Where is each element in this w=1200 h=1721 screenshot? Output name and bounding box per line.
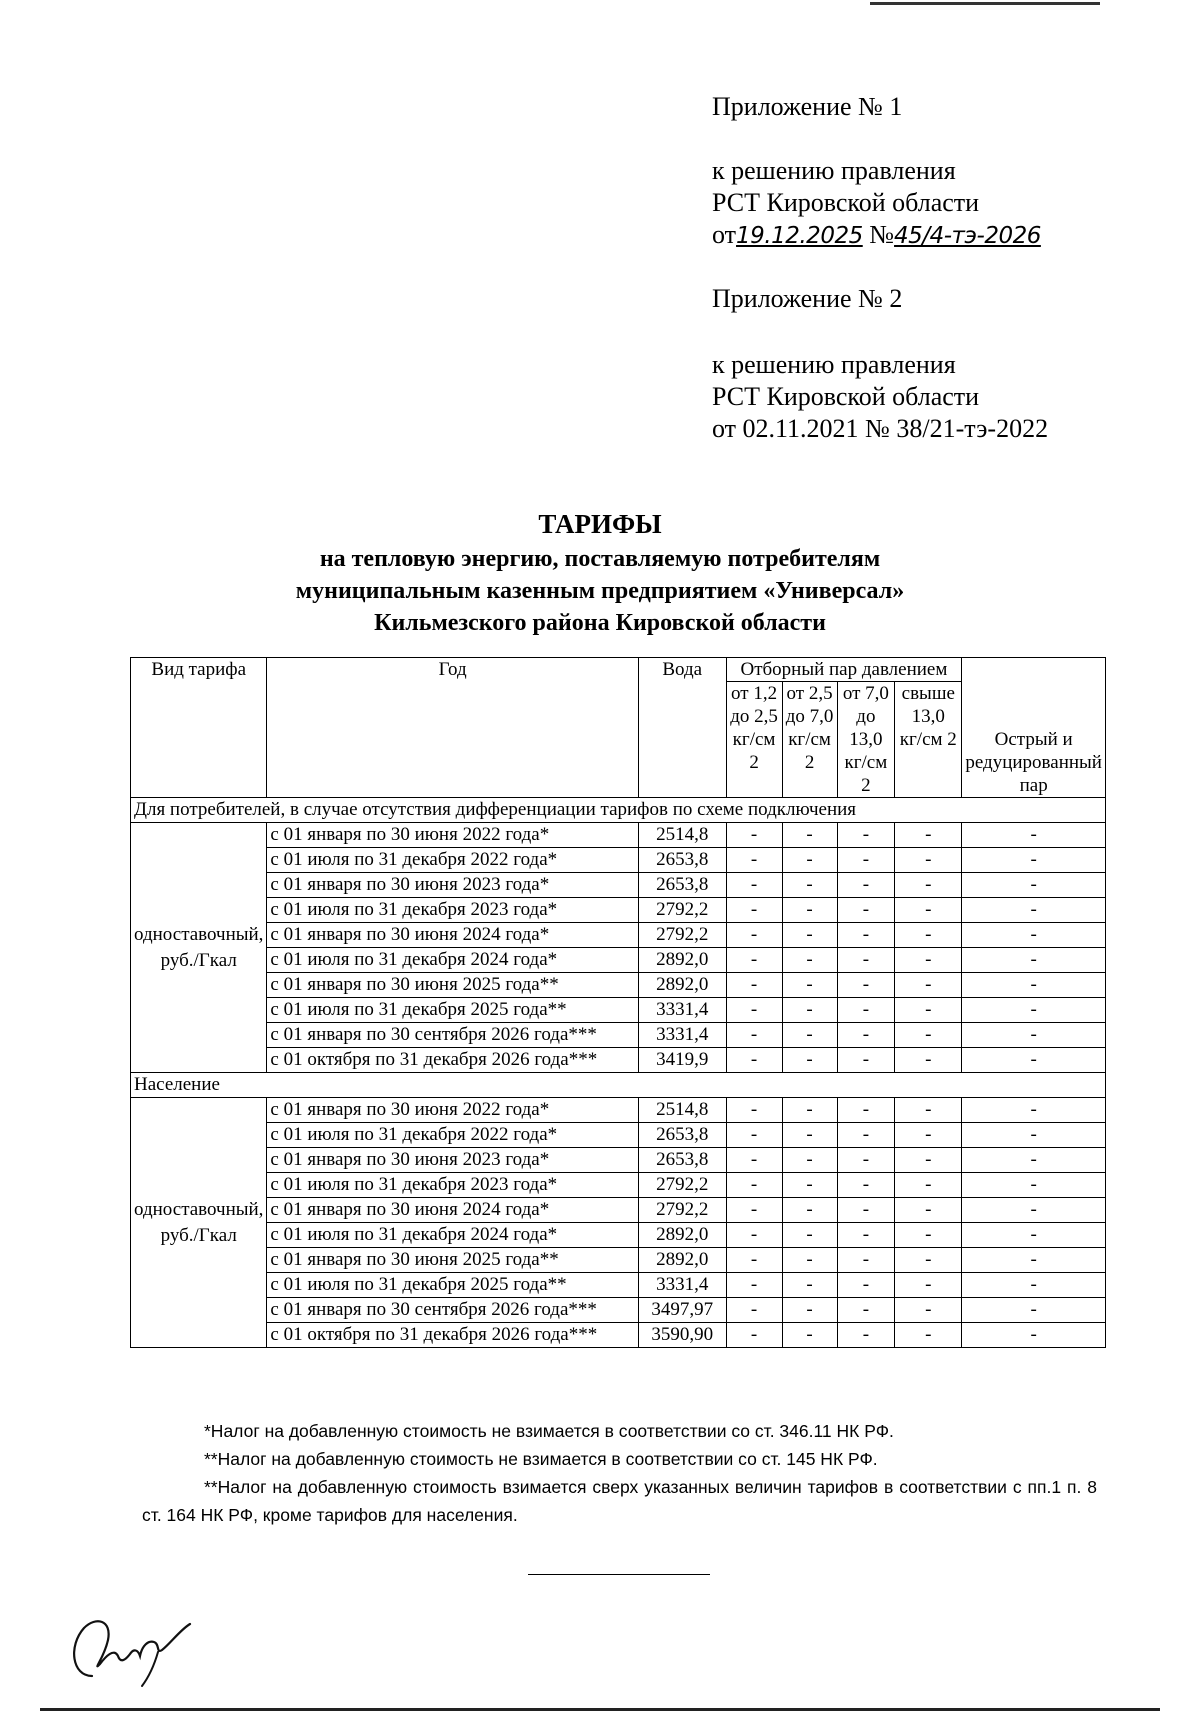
steam-col3-cell: - <box>837 1023 895 1048</box>
steam-col3-cell: - <box>837 998 895 1023</box>
steam-col1-cell: - <box>726 1098 782 1123</box>
steam-col1-cell: - <box>726 1323 782 1348</box>
steam-col4-cell: - <box>895 1173 962 1198</box>
tariff-table <box>130 657 1106 1348</box>
appendix2-title: Приложение № 2 <box>712 284 903 313</box>
table-row <box>131 873 1106 898</box>
footnote-2: **Налог на добавленную стоимость не взимается в соответствии со ст. 145 НК РФ. <box>204 1449 878 1469</box>
appendix1-title: Приложение № 1 <box>712 92 903 121</box>
sharp-steam-cell: - <box>962 1223 1106 1248</box>
appendix2-line3: от 02.11.2021 № 38/21-тэ-2022 <box>712 414 1049 443</box>
steam-col1-cell: - <box>726 998 782 1023</box>
period-cell: с 01 июля по 31 декабря 2025 года** <box>267 1273 638 1298</box>
document-title <box>120 507 1080 639</box>
steam-col1-cell: - <box>726 948 782 973</box>
water-cell: 2892,0 <box>638 1248 726 1273</box>
period-cell: с 01 января по 30 июня 2023 года* <box>267 1148 638 1173</box>
steam-col4-cell: - <box>895 1298 962 1323</box>
steam-col3-cell: - <box>837 823 895 848</box>
period-cell: с 01 января по 30 июня 2025 года** <box>267 973 638 998</box>
period-cell: с 01 января по 30 сентября 2026 года*** <box>267 1298 638 1323</box>
sharp-steam-cell: - <box>962 1048 1106 1073</box>
steam-col4-cell: - <box>895 998 962 1023</box>
bottom-edge-line <box>40 1708 1160 1714</box>
title-main: ТАРИФЫ <box>538 509 662 539</box>
water-cell: 2514,8 <box>638 823 726 848</box>
table-row <box>131 948 1106 973</box>
steam-col2-cell: - <box>782 1148 837 1173</box>
appendix1-date: 19.12.2025 <box>736 223 863 249</box>
water-cell: 3331,4 <box>638 1023 726 1048</box>
steam-col4-cell: - <box>895 823 962 848</box>
steam-col4-cell: - <box>895 848 962 873</box>
water-cell: 3419,9 <box>638 1048 726 1073</box>
appendix2-block <box>712 349 1048 445</box>
steam-col3-cell: - <box>837 1123 895 1148</box>
table-row <box>131 973 1106 998</box>
sharp-steam-cell: - <box>962 1173 1106 1198</box>
sharp-steam-cell: - <box>962 1323 1106 1348</box>
steam-col1-cell: - <box>726 1123 782 1148</box>
sharp-steam-cell: - <box>962 1123 1106 1148</box>
table-row <box>131 1323 1106 1348</box>
water-cell: 2792,2 <box>638 923 726 948</box>
period-cell: с 01 июля по 31 декабря 2024 года* <box>267 1223 638 1248</box>
sharp-steam-cell: - <box>962 848 1106 873</box>
appendix1-line2: РСТ Кировской области <box>712 188 980 217</box>
steam-col3-cell: - <box>837 1323 895 1348</box>
steam-col2-cell: - <box>782 848 837 873</box>
steam-col1-cell: - <box>726 823 782 848</box>
header-steam-col3: от 7,0 до 13,0 кг/см 2 <box>837 682 895 798</box>
water-cell: 2892,0 <box>638 973 726 998</box>
period-cell: с 01 января по 30 июня 2024 года* <box>267 1198 638 1223</box>
tariff-type-cell: одноставочный, руб./Гкал <box>131 1098 267 1348</box>
steam-col4-cell: - <box>895 1323 962 1348</box>
header-sharp-steam: Острый и редуцированный пар <box>962 658 1106 798</box>
period-cell: с 01 июля по 31 декабря 2025 года** <box>267 998 638 1023</box>
sharp-steam-cell: - <box>962 923 1106 948</box>
header-steam-col2: от 2,5 до 7,0 кг/см 2 <box>782 682 837 798</box>
steam-col3-cell: - <box>837 923 895 948</box>
steam-col4-cell: - <box>895 873 962 898</box>
water-cell: 2792,2 <box>638 1173 726 1198</box>
table-row <box>131 898 1106 923</box>
table-row <box>131 1198 1106 1223</box>
steam-col3-cell: - <box>837 848 895 873</box>
period-cell: с 01 января по 30 июня 2022 года* <box>267 1098 638 1123</box>
period-cell: с 01 июля по 31 декабря 2022 года* <box>267 1123 638 1148</box>
steam-col4-cell: - <box>895 1198 962 1223</box>
appendix2-line2: РСТ Кировской области <box>712 382 980 411</box>
sharp-steam-cell: - <box>962 1298 1106 1323</box>
sharp-steam-cell: - <box>962 1248 1106 1273</box>
steam-col2-cell: - <box>782 973 837 998</box>
header-steam-group: Отборный пар давлением <box>726 658 962 682</box>
water-cell: 2514,8 <box>638 1098 726 1123</box>
appendix1-block <box>712 155 1041 252</box>
sharp-steam-cell: - <box>962 898 1106 923</box>
steam-col3-cell: - <box>837 1223 895 1248</box>
steam-col3-cell: - <box>837 1273 895 1298</box>
sharp-steam-cell: - <box>962 1198 1106 1223</box>
sharp-steam-cell: - <box>962 823 1106 848</box>
steam-col4-cell: - <box>895 1048 962 1073</box>
steam-col3-cell: - <box>837 1198 895 1223</box>
steam-col4-cell: - <box>895 1273 962 1298</box>
steam-col3-cell: - <box>837 1173 895 1198</box>
water-cell: 2653,8 <box>638 1148 726 1173</box>
water-cell: 3331,4 <box>638 1273 726 1298</box>
table-row <box>131 848 1106 873</box>
title-line3: Кильмезского района Кировской области <box>374 610 826 636</box>
steam-col2-cell: - <box>782 1048 837 1073</box>
steam-col2-cell: - <box>782 1173 837 1198</box>
steam-col2-cell: - <box>782 1198 837 1223</box>
appendix1-date-line <box>712 219 1041 252</box>
steam-col4-cell: - <box>895 1123 962 1148</box>
steam-col1-cell: - <box>726 1298 782 1323</box>
table-row <box>131 1223 1106 1248</box>
header-year: Год <box>267 658 638 798</box>
appendix1-number-prefix: № <box>869 220 895 249</box>
period-cell: с 01 октября по 31 декабря 2026 года*** <box>267 1323 638 1348</box>
divider-line <box>528 1574 710 1576</box>
sharp-steam-cell: - <box>962 973 1106 998</box>
table-row <box>131 1123 1106 1148</box>
steam-col4-cell: - <box>895 1098 962 1123</box>
steam-col2-cell: - <box>782 1023 837 1048</box>
steam-col3-cell: - <box>837 948 895 973</box>
table-row <box>131 1023 1106 1048</box>
steam-col2-cell: - <box>782 1323 837 1348</box>
water-cell: 2792,2 <box>638 1198 726 1223</box>
table-row <box>131 923 1106 948</box>
section-title: Население <box>131 1073 1106 1098</box>
steam-col2-cell: - <box>782 923 837 948</box>
water-cell: 2792,2 <box>638 898 726 923</box>
header-steam-col4: свыше 13,0 кг/см 2 <box>895 682 962 798</box>
steam-col4-cell: - <box>895 1223 962 1248</box>
period-cell: с 01 января по 30 июня 2025 года** <box>267 1248 638 1273</box>
signature <box>62 1606 202 1688</box>
water-cell: 2653,8 <box>638 1123 726 1148</box>
appendix1-number: 45/4-тэ-2026 <box>894 223 1041 249</box>
steam-col1-cell: - <box>726 973 782 998</box>
steam-col4-cell: - <box>895 898 962 923</box>
steam-col3-cell: - <box>837 973 895 998</box>
steam-col1-cell: - <box>726 898 782 923</box>
steam-col1-cell: - <box>726 1048 782 1073</box>
period-cell: с 01 января по 30 июня 2024 года* <box>267 923 638 948</box>
steam-col2-cell: - <box>782 1298 837 1323</box>
sharp-steam-cell: - <box>962 948 1106 973</box>
water-cell: 2892,0 <box>638 1223 726 1248</box>
footnote-1: *Налог на добавленную стоимость не взимается в соответствии со ст. 346.11 НК РФ. <box>204 1421 894 1441</box>
steam-col2-cell: - <box>782 1273 837 1298</box>
period-cell: с 01 июля по 31 декабря 2024 года* <box>267 948 638 973</box>
steam-col4-cell: - <box>895 973 962 998</box>
title-line1: на тепловую энергию, поставляемую потребителям <box>319 546 881 572</box>
steam-col4-cell: - <box>895 923 962 948</box>
table-body <box>131 798 1106 1348</box>
appendix2-line1: к решению правления <box>712 350 956 379</box>
steam-col3-cell: - <box>837 873 895 898</box>
title-line2: муниципальным казенным предприятием «Универсал» <box>295 578 905 604</box>
period-cell: с 01 июля по 31 декабря 2022 года* <box>267 848 638 873</box>
steam-col1-cell: - <box>726 1023 782 1048</box>
header-type: Вид тарифа <box>131 658 267 798</box>
steam-col1-cell: - <box>726 848 782 873</box>
steam-col2-cell: - <box>782 998 837 1023</box>
table-row <box>131 823 1106 848</box>
water-cell: 2653,8 <box>638 848 726 873</box>
period-cell: с 01 января по 30 июня 2023 года* <box>267 873 638 898</box>
steam-col1-cell: - <box>726 1248 782 1273</box>
steam-col4-cell: - <box>895 1248 962 1273</box>
sharp-steam-cell: - <box>962 1023 1106 1048</box>
water-cell: 3331,4 <box>638 998 726 1023</box>
steam-col3-cell: - <box>837 1248 895 1273</box>
appendix1-line1: к решению правления <box>712 156 956 185</box>
steam-col4-cell: - <box>895 948 962 973</box>
water-cell: 3497,97 <box>638 1298 726 1323</box>
period-cell: с 01 января по 30 июня 2022 года* <box>267 823 638 848</box>
sharp-steam-cell: - <box>962 1098 1106 1123</box>
steam-col4-cell: - <box>895 1023 962 1048</box>
sharp-steam-cell: - <box>962 1273 1106 1298</box>
steam-col2-cell: - <box>782 1223 837 1248</box>
steam-col4-cell: - <box>895 1148 962 1173</box>
steam-col3-cell: - <box>837 1048 895 1073</box>
period-cell: с 01 января по 30 сентября 2026 года*** <box>267 1023 638 1048</box>
sharp-steam-cell: - <box>962 998 1106 1023</box>
footnote-3: **Налог на добавленную стоимость взимается сверх указанных величин тарифов в соответствии с пп.1 п. 8 ст. 164 НК РФ, кроме тарифов для населения. <box>142 1477 1097 1525</box>
steam-col1-cell: - <box>726 1223 782 1248</box>
tariff-type-cell: одноставочный, руб./Гкал <box>131 823 267 1073</box>
water-cell: 2892,0 <box>638 948 726 973</box>
sharp-steam-cell: - <box>962 873 1106 898</box>
steam-col2-cell: - <box>782 823 837 848</box>
sharp-steam-cell: - <box>962 1148 1106 1173</box>
steam-col2-cell: - <box>782 1248 837 1273</box>
table-row <box>131 1048 1106 1073</box>
footnotes <box>142 1417 1097 1529</box>
header-water: Вода <box>638 658 726 798</box>
table-row <box>131 1098 1106 1123</box>
steam-col1-cell: - <box>726 1273 782 1298</box>
steam-col3-cell: - <box>837 1298 895 1323</box>
steam-col2-cell: - <box>782 1098 837 1123</box>
steam-col2-cell: - <box>782 948 837 973</box>
period-cell: с 01 октября по 31 декабря 2026 года*** <box>267 1048 638 1073</box>
section-header-row <box>131 798 1106 823</box>
section-title: Для потребителей, в случае отсутствия дифференциации тарифов по схеме подключения <box>131 798 1106 823</box>
table-row <box>131 998 1106 1023</box>
top-edge-line <box>870 2 1100 9</box>
steam-col1-cell: - <box>726 873 782 898</box>
period-cell: с 01 июля по 31 декабря 2023 года* <box>267 898 638 923</box>
table-row <box>131 1273 1106 1298</box>
water-cell: 3590,90 <box>638 1323 726 1348</box>
steam-col1-cell: - <box>726 1198 782 1223</box>
steam-col2-cell: - <box>782 1123 837 1148</box>
steam-col2-cell: - <box>782 898 837 923</box>
steam-col3-cell: - <box>837 898 895 923</box>
appendix1-date-prefix: от <box>712 220 737 249</box>
steam-col3-cell: - <box>837 1098 895 1123</box>
header-steam-col1: от 1,2 до 2,5 кг/см 2 <box>726 682 782 798</box>
table-row <box>131 1148 1106 1173</box>
steam-col3-cell: - <box>837 1148 895 1173</box>
section-header-row <box>131 1073 1106 1098</box>
period-cell: с 01 июля по 31 декабря 2023 года* <box>267 1173 638 1198</box>
table-row <box>131 1298 1106 1323</box>
water-cell: 2653,8 <box>638 873 726 898</box>
steam-col1-cell: - <box>726 923 782 948</box>
table-row <box>131 1248 1106 1273</box>
steam-col1-cell: - <box>726 1148 782 1173</box>
steam-col2-cell: - <box>782 873 837 898</box>
steam-col1-cell: - <box>726 1173 782 1198</box>
table-row <box>131 1173 1106 1198</box>
